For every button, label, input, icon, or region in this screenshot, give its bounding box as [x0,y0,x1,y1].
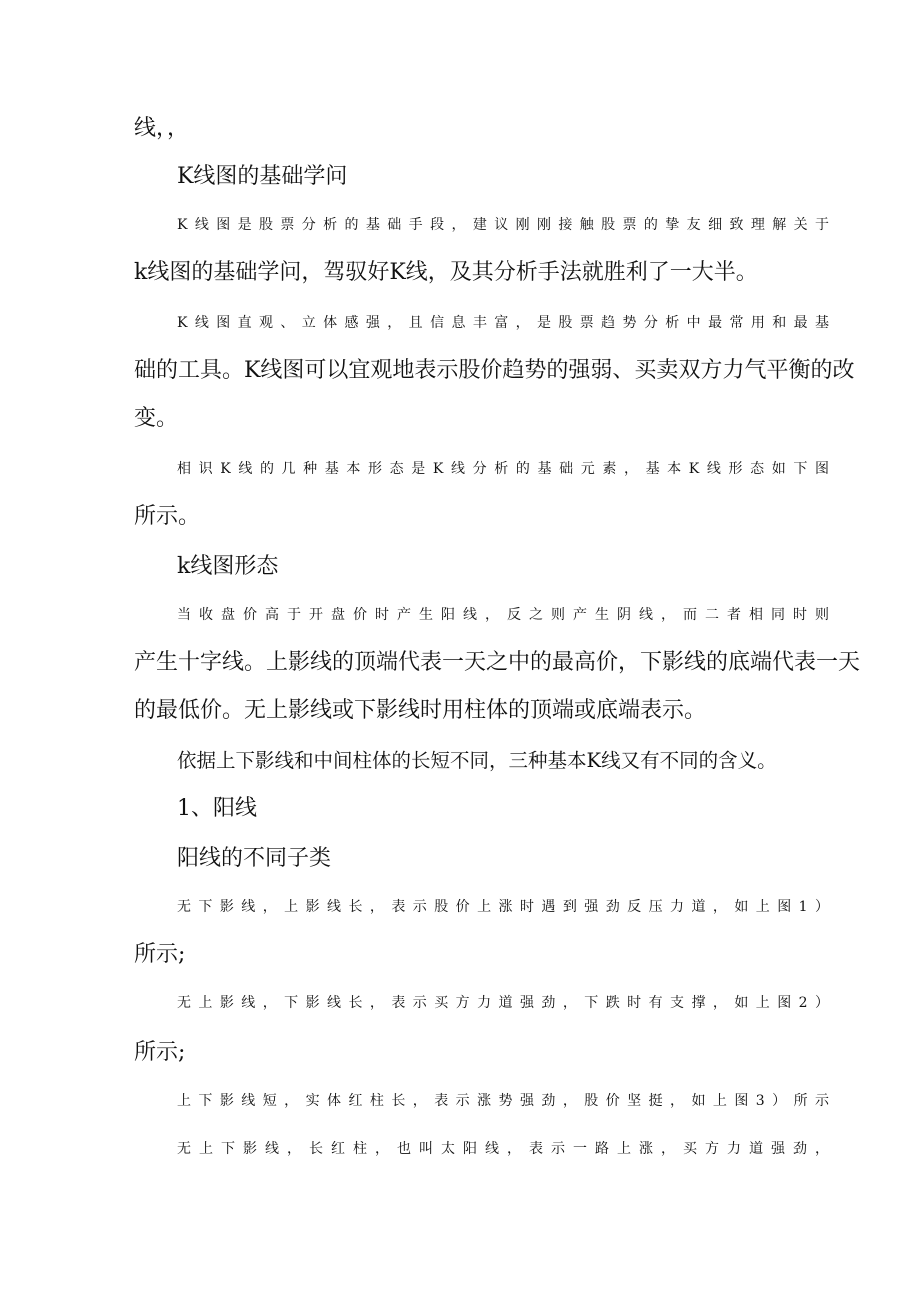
text-line: 依据上下影线和中间柱体的长短不同，三种基本K线又有不同的含义。 [177,749,777,772]
text-line: 无上下影线，长红柱，也叫太阳线，表示一路上涨，买方力道强劲， [177,1141,829,1157]
text-line: 所示。 [134,504,201,529]
text-line: 上下影线短，实体红柱长，表示涨势强劲，股价坚挺，如上图3）所示 [177,1093,829,1109]
text-line: 所示; [134,942,186,967]
text-line: 无下影线，上影线长，表示股价上涨时遇到强劲反压力道，如上图1） [177,899,829,915]
section-heading-kline-basics: K线图的基础学问 [177,164,348,189]
subsection-heading: 阳线的不同子类 [177,846,332,871]
text-line: 线，， [134,116,190,141]
text-line: k线图的基础学问，驾驭好K线，及其分析手法就胜利了一大半。 [134,260,758,285]
text-line: 变。 [134,406,179,431]
text-line: 无上影线，下影线长，表示买方力道强劲，下跌时有支撑，如上图2） [177,995,829,1011]
text-line: K线图是股票分析的基础手段，建议刚刚接触股票的挚友细致理解关于 [177,217,829,233]
section-heading-kline-shapes: k线图形态 [177,554,279,579]
section-heading-yang-line: 1、阳线 [177,796,257,821]
text-line: K线图直观、立体感强，且信息丰富，是股票趋势分析中最常用和最基 [177,315,829,331]
text-line: 产生十字线。上影线的顶端代表一天之中的最高价，下影线的底端代表一天 [134,650,861,675]
text-line: 的最低价。无上影线或下影线时用柱体的顶端或底端表示。 [134,698,707,723]
text-line: 所示; [134,1040,186,1065]
text-line: 当收盘价高于开盘价时产生阳线，反之则产生阴线，而二者相同时则 [177,607,829,623]
text-line: 础的工具。K线图可以宜观地表示股价趋势的强弱、买卖双方力气平衡的改 [134,358,855,383]
text-line: 相识K线的几种基本形态是K线分析的基础元素，基本K线形态如下图 [177,461,829,477]
